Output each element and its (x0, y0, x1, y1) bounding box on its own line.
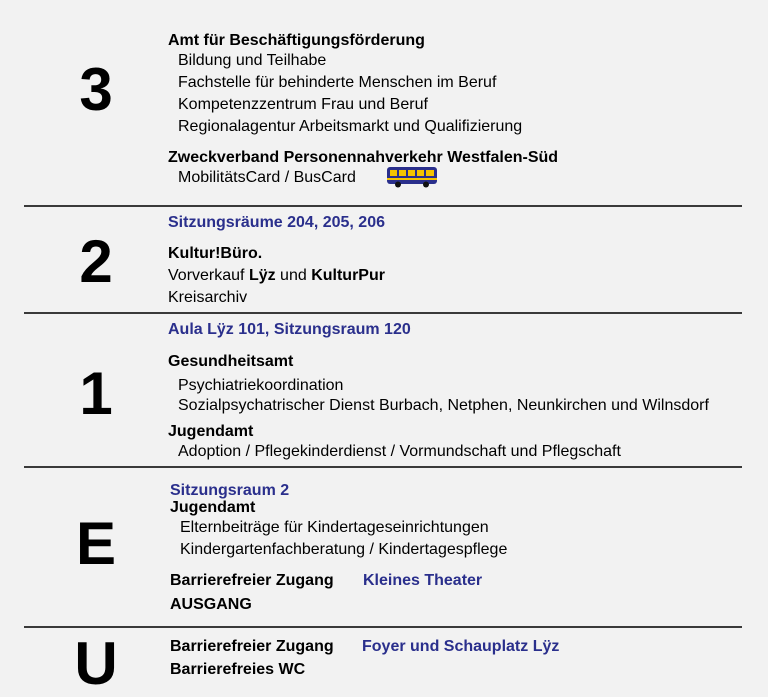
sitzungsraeume-2-heading: Sitzungsräume 204, 205, 206 (168, 214, 385, 231)
kleines-theater-label: Kleines Theater (363, 572, 483, 589)
divider-2-1 (24, 312, 742, 314)
vorverkauf-lyz: Lÿz (248, 267, 276, 284)
mobilitaetscard-text: MobilitätsCard / BusCard (178, 169, 356, 186)
floor-label-u: U (74, 630, 118, 697)
jugendamt-e-item-1: Elternbeiträge für Kindertageseinrichtungen (180, 519, 489, 536)
ausgang-label: AUSGANG (170, 596, 252, 613)
divider-1-e (24, 466, 742, 468)
vorverkauf-und: und (275, 267, 312, 284)
amt-beschaeftigung-title: Amt für Beschäftigungsförderung (168, 32, 425, 49)
amt-item-2: Fachstelle für behinderte Menschen im Beruf (178, 74, 497, 91)
floor-label-2: 2 (79, 228, 113, 295)
divider-e-u (24, 626, 742, 628)
kreisarchiv-text: Kreisarchiv (168, 289, 248, 306)
vorverkauf-text (168, 268, 385, 284)
gesundheitsamt-item-1: Psychiatriekoordination (178, 377, 344, 394)
jugendamt-e-item-2: Kindergartenfachberatung / Kindertagespflege (180, 541, 508, 558)
floor-label-1: 1 (79, 360, 113, 427)
foyer-label: Foyer und Schauplatz Lÿz (362, 638, 560, 655)
gesundheitsamt-title: Gesundheitsamt (168, 353, 294, 370)
bus-icon (386, 166, 438, 188)
jugendamt-1-title: Jugendamt (168, 423, 254, 440)
vorverkauf-kulturpur: KulturPur (311, 267, 385, 284)
gesundheitsamt-item-2: Sozialpsychatrischer Dienst Burbach, Netphen, Neunkirchen und Wilnsdorf (178, 397, 709, 414)
amt-item-4: Regionalagentur Arbeitsmarkt und Qualifizierung (178, 118, 523, 135)
zweckverband-title: Zweckverband Personennahverkehr Westfalen-Süd (168, 149, 559, 166)
amt-item-1: Bildung und Teilhabe (178, 52, 327, 69)
amt-item-3: Kompetenzzentrum Frau und Beruf (178, 96, 428, 113)
barrierefreier-zugang-u: Barrierefreier Zugang (170, 638, 334, 655)
sitzungsraum-2-heading: Sitzungsraum 2 (170, 482, 290, 499)
jugendamt-1-item: Adoption / Pflegekinderdienst / Vormundschaft und Pflegschaft (178, 443, 621, 460)
aula-heading: Aula Lÿz 101, Sitzungsraum 120 (168, 321, 411, 338)
barrierefreier-zugang-e: Barrierefreier Zugang (170, 572, 334, 589)
floor-label-3: 3 (79, 56, 113, 123)
vorverkauf-pre: Vorverkauf (168, 267, 249, 284)
floor-label-e: E (75, 510, 117, 577)
jugendamt-e-title: Jugendamt (170, 499, 256, 516)
barrierefreies-wc-label: Barrierefreies WC (170, 661, 306, 678)
kulturbuero-title: Kultur!Büro. (168, 245, 263, 262)
divider-3-2 (24, 205, 742, 207)
